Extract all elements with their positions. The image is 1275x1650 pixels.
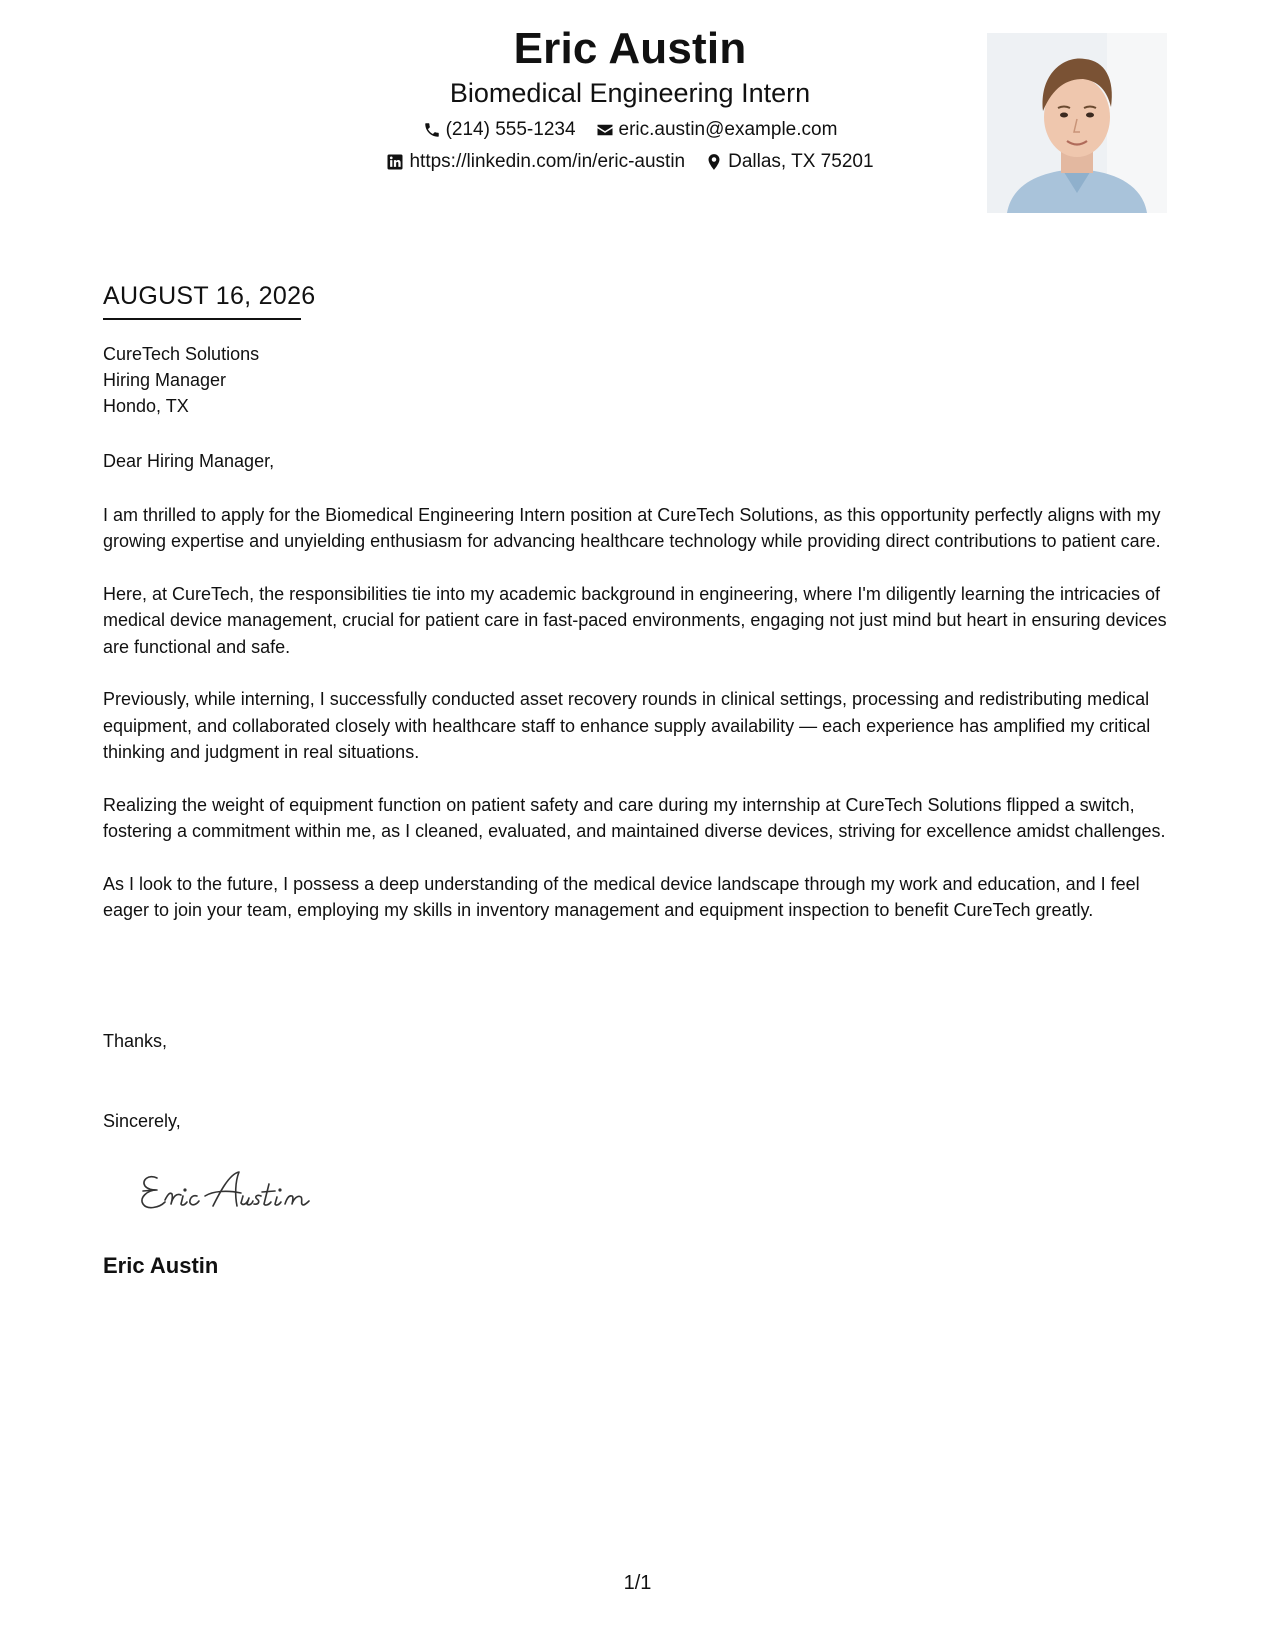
letter-date: AUGUST 16, 2026 <box>103 282 316 310</box>
location-text: Dallas, TX 75201 <box>728 151 874 172</box>
linkedin-icon <box>386 153 404 171</box>
signoff-line: Sincerely, <box>103 1111 181 1131</box>
recipient-company: CureTech Solutions <box>103 344 260 364</box>
signer-name: Eric Austin <box>103 1253 219 1278</box>
email-link[interactable]: eric.austin@example.com <box>618 119 838 140</box>
salutation: Dear Hiring Manager, <box>103 451 275 471</box>
contact-linkedin[interactable] <box>386 150 685 174</box>
profile-photo <box>987 33 1167 213</box>
body-paragraph: Previously, while interning, I successfully conducted asset recovery rounds in clinical settings, processing and redistributing medical equipment, and collaborated closely with healthcare staff to enhance supply availability — each experience has amplified my critical thinking and judgment in real situations. <box>103 689 1151 762</box>
handwritten-signature <box>135 1160 335 1218</box>
body-paragraph: Realizing the weight of equipment function on patient safety and care during my internship at CureTech Solutions flipped a switch, fostering a commitment within me, as I cleaned, evaluated, and maintained diverse devices, striving for excellence amidst challenges. <box>103 794 1166 841</box>
contact-email[interactable] <box>596 118 838 142</box>
letter-body <box>103 448 1173 950</box>
body-paragraph: Here, at CureTech, the responsibilities tie into my academic background in engineering, where I'm diligently learning the intricacies of medical device management, crucial for patient care in fast-paced environments, engaging not just mind but heart in ensuring devices are functional and safe. <box>103 583 1167 657</box>
contact-phone <box>423 118 576 142</box>
contact-row-secondary <box>260 150 1000 174</box>
linkedin-link[interactable]: https://linkedin.com/in/eric-austin <box>409 151 686 172</box>
phone-icon <box>423 121 441 139</box>
envelope-icon <box>596 121 614 139</box>
contact-row-primary <box>260 118 1000 142</box>
date-underline <box>103 318 301 320</box>
letter-header <box>260 22 1000 174</box>
applicant-name: Eric Austin <box>513 24 747 73</box>
body-paragraph: I am thrilled to apply for the Biomedical Engineering Intern position at CureTech Solutions, as this opportunity perfectly aligns with my growing expertise and unyielding enthusiasm for advancing healthcare technology while providing direct contributions to patient care. <box>103 504 1161 551</box>
closing-line: Thanks, <box>103 1031 168 1051</box>
letter-date-block <box>103 280 315 320</box>
body-paragraph: As I look to the future, I possess a deep understanding of the medical device landscape through my work and education, and I feel eager to join your team, employing my skills in inventory management and equipment inspection to benefit CureTech greatly. <box>103 873 1140 920</box>
recipient-location: Hondo, TX <box>103 396 189 416</box>
page-number: 1/1 <box>623 1572 652 1594</box>
contact-location <box>705 150 873 174</box>
phone-text: (214) 555-1234 <box>445 119 576 140</box>
recipient-block <box>103 341 259 419</box>
applicant-title: Biomedical Engineering Intern <box>449 78 811 108</box>
map-pin-icon <box>705 153 723 171</box>
recipient-role: Hiring Manager <box>103 370 227 390</box>
